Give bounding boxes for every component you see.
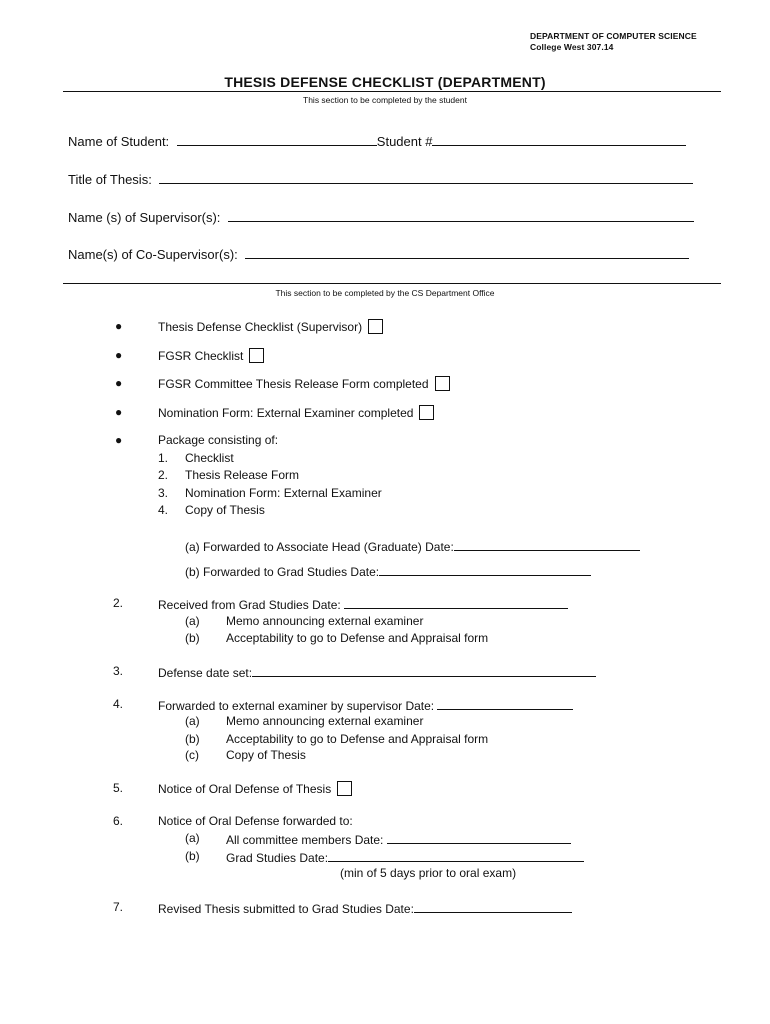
supervisors-row — [68, 209, 694, 225]
checklist-item-nomination — [158, 405, 434, 420]
checkbox-release-form[interactable] — [435, 376, 450, 391]
department-header — [530, 31, 697, 53]
title-of-thesis-row — [68, 171, 693, 187]
sub-item: Memo announcing external examiner — [226, 614, 424, 628]
sub-item: Memo announcing external examiner — [226, 714, 424, 728]
step-label: Received from Grad Studies Date: — [158, 598, 341, 612]
checklist-item-release-form — [158, 376, 450, 391]
office-divider — [63, 283, 721, 284]
step-label: Notice of Oral Defense of Thesis — [158, 782, 332, 796]
bullet-icon: ● — [115, 348, 123, 362]
supervisors-label: Name (s) of Supervisor(s): — [68, 210, 221, 225]
package-item-text: Checklist — [185, 451, 234, 465]
sub-label: (b) — [185, 849, 200, 863]
step-number: 2. — [113, 596, 124, 610]
forwarded-grad-studies-date-field[interactable] — [379, 563, 591, 576]
timing-note: (min of 5 days prior to oral exam) — [340, 866, 517, 880]
received-grad-studies-date-field[interactable] — [344, 596, 568, 609]
department-name: DEPARTMENT OF COMPUTER SCIENCE — [530, 31, 697, 41]
page-title: THESIS DEFENSE CHECKLIST (DEPARTMENT) — [224, 74, 546, 90]
bullet-icon: ● — [115, 433, 123, 447]
sub-label: (b) — [185, 732, 200, 746]
name-of-student-field[interactable] — [177, 133, 377, 146]
title-of-thesis-label: Title of Thesis: — [68, 172, 152, 187]
checklist-item-label: FGSR Checklist — [158, 349, 244, 363]
bullet-icon: ● — [115, 405, 123, 419]
sub-label: (a) — [185, 614, 200, 628]
title-divider — [63, 91, 721, 92]
sub-label: (a) — [185, 831, 200, 845]
grad-studies-row — [226, 849, 584, 865]
package-item: 1. — [158, 451, 169, 465]
forwarded-associate-head-date-field[interactable] — [454, 538, 640, 551]
office-section-note: This section to be completed by the CS Department Office — [275, 288, 495, 298]
sub-item: Copy of Thesis — [226, 748, 306, 762]
committee-members-date-field[interactable] — [387, 831, 571, 844]
sub-item: Acceptability to go to Defense and Appraisal form — [226, 732, 489, 746]
sub-item: All committee members Date: — [226, 833, 384, 847]
bullet-icon: ● — [115, 319, 123, 333]
step-number: 6. — [113, 814, 124, 828]
sub-item: Grad Studies Date: — [226, 851, 329, 865]
package-item-text: Nomination Form: External Examiner — [185, 486, 382, 500]
step-defense-date — [158, 664, 596, 680]
step-revised-thesis — [158, 900, 572, 916]
committee-members-row — [226, 831, 571, 847]
name-of-student-label: Name of Student: — [68, 134, 170, 149]
step-notice-oral-defense — [158, 781, 352, 796]
step-label: Forwarded to external examiner by supervisor Date: — [158, 699, 435, 713]
checkbox-notice-oral-defense[interactable] — [337, 781, 352, 796]
package-heading: Package consisting of: — [158, 433, 279, 447]
checklist-item-label: FGSR Committee Thesis Release Form completed — [158, 377, 429, 391]
checklist-item-label: Thesis Defense Checklist (Supervisor) — [158, 320, 363, 334]
package-item: 2. — [158, 468, 169, 482]
step-number: 5. — [113, 781, 124, 795]
package-item-text: Copy of Thesis — [185, 503, 265, 517]
forwarded-grad-studies-label: (b) Forwarded to Grad Studies Date: — [185, 565, 380, 579]
forwarded-external-date-field[interactable] — [437, 697, 573, 710]
step-number: 3. — [113, 664, 124, 678]
co-supervisors-row — [68, 246, 689, 262]
bullet-icon: ● — [115, 376, 123, 390]
checklist-item-fgsr — [158, 348, 264, 363]
checklist-item-label: Nomination Form: External Examiner completed — [158, 406, 414, 420]
co-supervisors-field[interactable] — [245, 246, 689, 259]
step-forwarded-external — [158, 697, 573, 713]
revised-thesis-date-field[interactable] — [414, 900, 572, 913]
student-section-note: This section to be completed by the student — [303, 95, 467, 105]
name-of-student-row — [68, 133, 686, 149]
grad-studies-date-field[interactable] — [328, 849, 584, 862]
step-notice-forwarded: Notice of Oral Defense forwarded to: — [158, 814, 353, 828]
student-number-field[interactable] — [432, 133, 686, 146]
title-of-thesis-field[interactable] — [159, 171, 693, 184]
package-item-text: Thesis Release Form — [185, 468, 300, 482]
sub-label: (a) — [185, 714, 200, 728]
checkbox-supervisor-checklist[interactable] — [368, 319, 383, 334]
co-supervisors-label: Name(s) of Co-Supervisor(s): — [68, 247, 238, 262]
defense-date-field[interactable] — [252, 664, 596, 677]
package-item: 4. — [158, 503, 169, 517]
checklist-item-supervisor — [158, 319, 383, 334]
forwarded-associate-head-label: (a) Forwarded to Associate Head (Graduate) Date: — [185, 540, 454, 554]
step-number: 7. — [113, 900, 124, 914]
student-number-label: Student # — [376, 134, 433, 149]
checkbox-fgsr-checklist[interactable] — [249, 348, 264, 363]
forwarded-associate-head-row — [185, 538, 640, 554]
checkbox-nomination-form[interactable] — [419, 405, 434, 420]
step-label: Defense date set: — [158, 666, 253, 680]
package-item: 3. — [158, 486, 169, 500]
supervisors-field[interactable] — [228, 209, 694, 222]
department-location: College West 307.14 — [530, 42, 614, 52]
sub-label: (c) — [185, 748, 199, 762]
step-label: Revised Thesis submitted to Grad Studies Date: — [158, 902, 414, 916]
step-number: 4. — [113, 697, 124, 711]
sub-item: Acceptability to go to Defense and Appraisal form — [226, 631, 489, 645]
sub-label: (b) — [185, 631, 200, 645]
forwarded-grad-studies-row — [185, 563, 591, 579]
step-received-grad-studies — [158, 596, 568, 612]
